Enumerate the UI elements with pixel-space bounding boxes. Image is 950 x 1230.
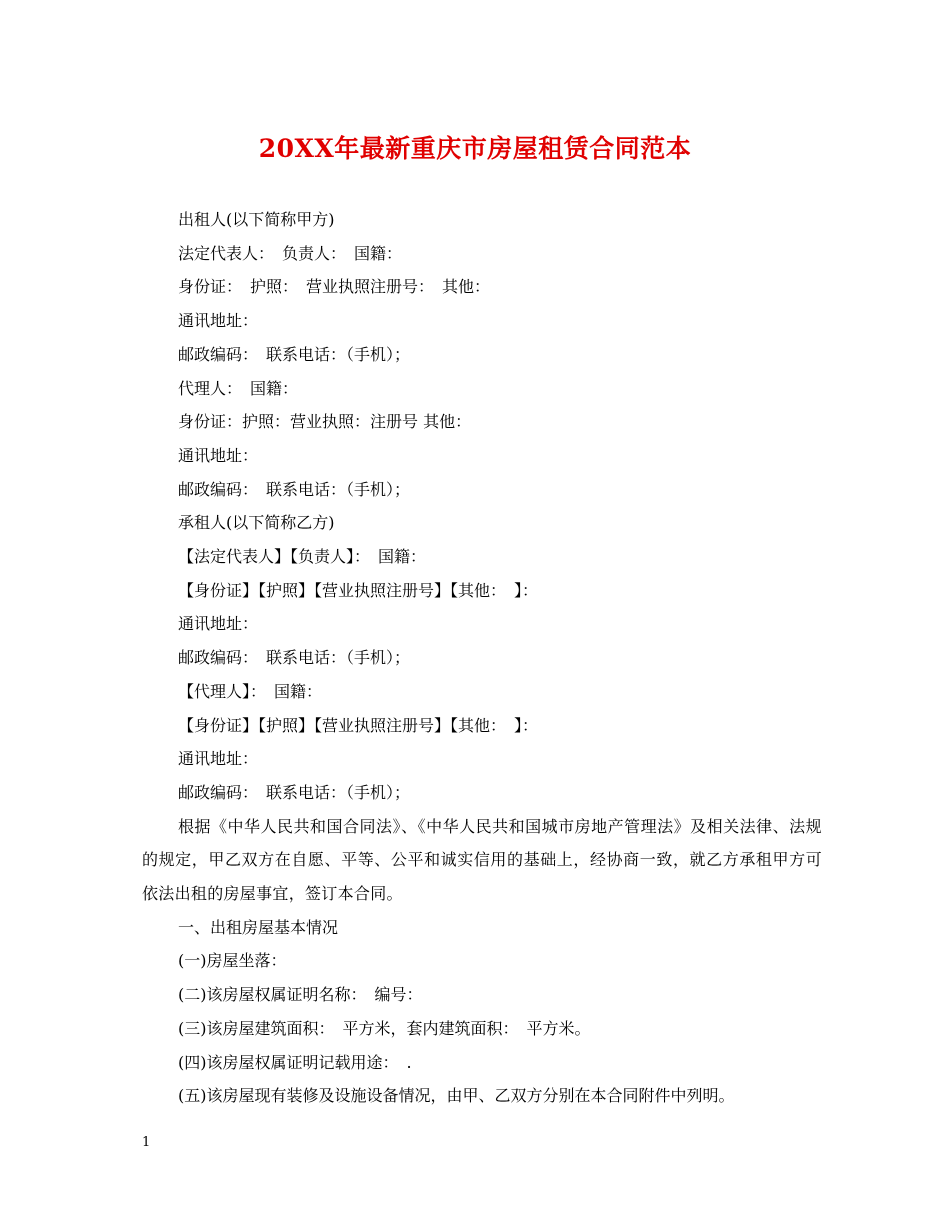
section-item: (一)房屋坐落： [178,951,287,971]
text-line: 【法定代表人】【负责人】： 国籍： [178,547,427,567]
contract-paragraph: 根据《中华人民共和国合同法》、《中华人民共和国城市房地产管理法》及相关法律、法规的规定，甲乙双方在自愿、平等、公平和诚实信用的基础上，经协商一致，就乙方承租甲方可依法出租的房屋事宜，签订本合同。 [142,816,822,904]
text-line: 【身份证】【护照】【营业执照注册号】【其他： 】： [178,715,539,735]
section-item: (五)该房屋现有装修及设施设备情况，由甲、乙双方分别在本合同附件中列明。 [178,1086,735,1106]
text-line: 通讯地址： [178,445,259,465]
section-item: (四)该房屋权属证明记载用途： . [178,1052,412,1072]
text-line: 邮政编码： 联系电话：（手机）； [178,344,411,364]
text-line: 代理人： 国籍： [178,378,299,398]
text-line: 邮政编码： 联系电话：（手机）； [178,782,411,802]
text-line: 邮政编码： 联系电话：（手机）； [178,648,411,668]
page-number: 1 [142,1135,151,1150]
document-title: 20XX年最新重庆市房屋租赁合同范本 [258,134,692,163]
text-line: 法定代表人： 负责人： 国籍： [178,243,403,263]
text-line: 身份证：护照：营业执照：注册号 其他： [178,412,472,432]
text-line: 身份证： 护照： 营业执照注册号： 其他： [178,277,491,297]
section-item: (三)该房屋建筑面积： 平方米，套内建筑面积： 平方米。 [178,1018,591,1038]
text-line: 通讯地址： [178,311,259,331]
text-line: 【身份证】【护照】【营业执照注册号】【其他： 】： [178,580,539,600]
text-line: 通讯地址： [178,749,259,769]
text-line: 通讯地址： [178,614,259,634]
text-line: 承租人(以下简称乙方) [178,513,335,533]
document-body [142,203,822,1113]
text-line: 出租人(以下简称甲方) [178,210,335,229]
section-item: (二)该房屋权属证明名称： 编号： [178,985,423,1005]
text-line: 邮政编码： 联系电话：（手机）； [178,479,411,499]
text-line: 【代理人】： 国籍： [178,681,323,701]
section-heading: 一、出租房屋基本情况 [178,917,339,937]
